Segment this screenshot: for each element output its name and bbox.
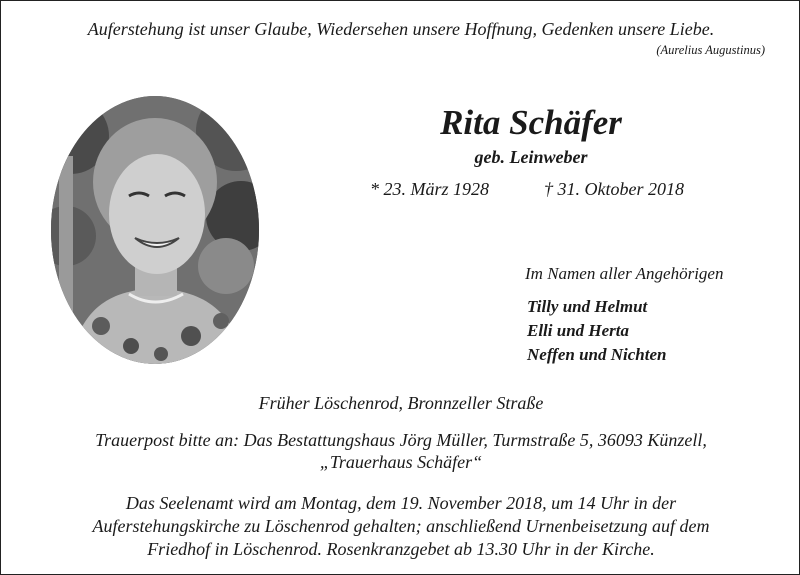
memorial-quote: Auferstehung ist unser Glaube, Wiedersehen unsere Hoffnung, Gedenken unsere Liebe. xyxy=(87,19,715,39)
condolence-address-reference: „Trauerhaus Schäfer“ xyxy=(319,452,483,472)
condolence-address-line: Trauerpost bitte an: Das Bestattungshaus Jörg Müller, Turmstraße 5, 36093 Künzell, xyxy=(95,430,707,450)
mourner-name: Tilly und Helmut xyxy=(527,297,648,316)
mourners-intro: Im Namen aller Angehörigen xyxy=(525,264,724,283)
service-info-line: Friedhof in Löschenrod. Rosenkranzgebet ab 13.30 Uhr in der Kirche. xyxy=(147,539,655,559)
former-residence: Früher Löschenrod, Bronnzeller Straße xyxy=(258,393,544,413)
portrait-image xyxy=(51,96,259,364)
portrait-photo xyxy=(51,96,259,364)
service-info-line: Das Seelenamt wird am Montag, dem 19. November 2018, um 14 Uhr in der xyxy=(125,493,677,513)
birth-date: * 23. März 1928 xyxy=(370,179,490,199)
service-info-line: Auferstehungskirche zu Löschenrod gehalten; anschließend Urnenbeisetzung auf dem xyxy=(92,516,710,536)
death-date: † 31. Oktober 2018 xyxy=(544,179,684,199)
mourner-name: Neffen und Nichten xyxy=(527,345,667,364)
maiden-name: geb. Leinweber xyxy=(474,147,588,167)
mourner-name: Elli und Herta xyxy=(527,321,630,340)
quote-author: (Aurelius Augustinus) xyxy=(656,43,765,57)
deceased-name: Rita Schäfer xyxy=(440,103,622,142)
